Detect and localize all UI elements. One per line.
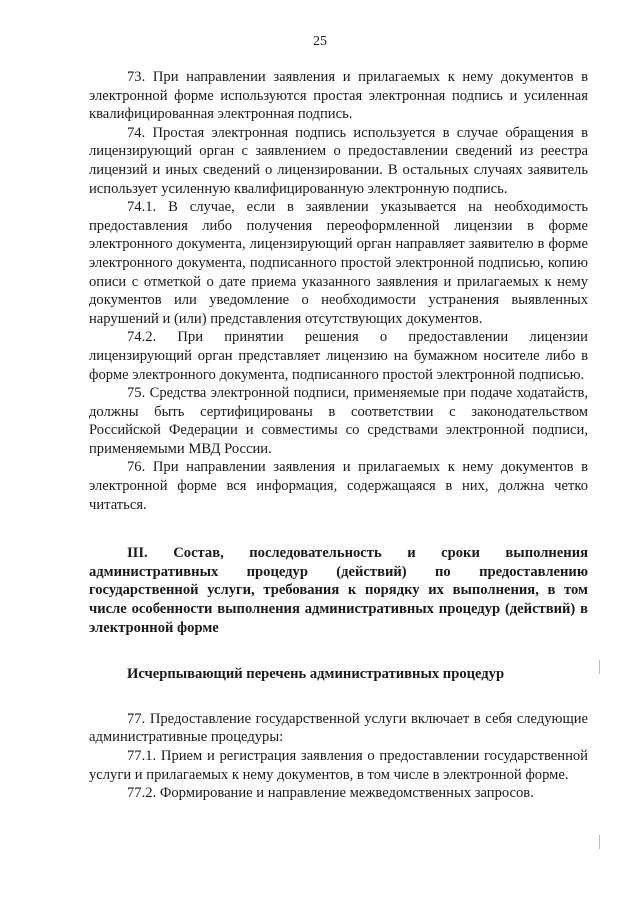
subsection-heading: Исчерпывающий перечень административных процедур: [127, 666, 505, 683]
paragraph-77: 77. Предоставление государственной услуги включает в себя следующие административные процедуры:: [89, 710, 588, 746]
paragraph-75: 75. Средства электронной подписи, применяемые при подаче ходатайств, должны быть сертифицированы в соответствии с законодательством Российской Федерации и совместимы со средствами электронной подписи, применяемыми МВД России.: [89, 385, 588, 457]
paragraph-74-1: 74.1. В случае, если в заявлении указывается на необходимость предоставления либо получения переоформленной лицензии в форме электронного документа, лицензирующий орган направляет заявителю в форме электронного документа, подписанного простой электронной подписью, копию описи с отметкой о дате приема указанного заявления и прилагаемых к нему документов или уведомление о необходимости устранения выявленных нарушений и (или) представления отсутствующих документов.: [89, 199, 588, 327]
paragraph-74-2: 74.2. При принятии решения о предоставлении лицензии лицензирующий орган представляет лицензию на бумажном носителе либо в форме электронного документа, подписанного простой электронной подписью.: [89, 329, 588, 383]
paragraph-74: 74. Простая электронная подпись используется в случае обращения в лицензирующий орган с заявлением о предоставлении сведений из реестра лицензий и иных сведений о лицензировании. В остальных случаях заявитель использует усиленную квалифицированную электронную подпись.: [89, 124, 588, 197]
paragraph-73: 73. При направлении заявления и прилагаемых к нему документов в электронной форме используются простая электронная подпись и усиленная квалифицированная электронная подпись.: [89, 69, 588, 123]
paragraph-77-1: 77.1. Прием и регистрация заявления о предоставлении государственной услуги и прилагаемых к нему документов, в том числе в электронной форме.: [89, 748, 588, 783]
page-number: 25: [313, 34, 327, 49]
margin-mark: [599, 835, 600, 849]
margin-mark: [599, 660, 600, 674]
paragraph-77-2: 77.2. Формирование и направление межведомственных запросов.: [127, 785, 534, 802]
section-heading: III. Состав, последовательность и сроки выполнения административных процедур (действий) по предоставлению государственной услуги, требования к порядку их выполнения, в том числе особенности выполнения административных процедур (действий) в электронной форме: [89, 545, 588, 636]
paragraph-76: 76. При направлении заявления и прилагаемых к нему документов в электронной форме вся информация, содержащаяся в них, должна четко читаться.: [89, 459, 588, 513]
